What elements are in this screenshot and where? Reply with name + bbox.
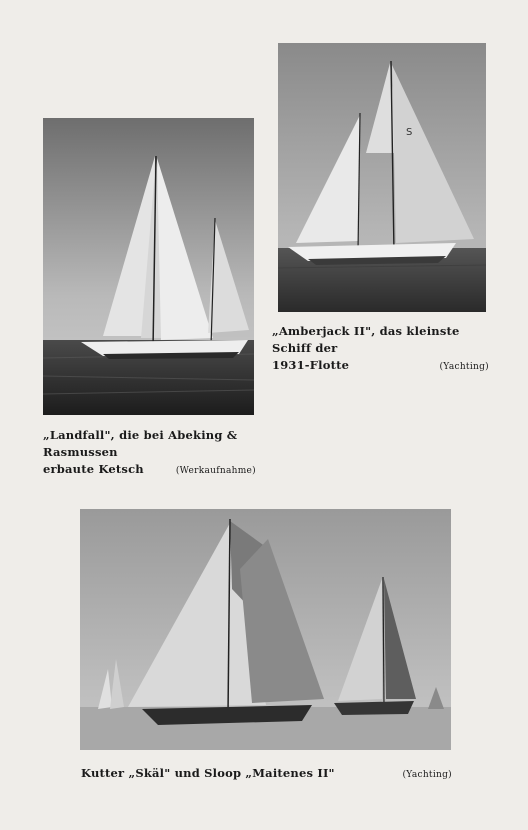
credit-skal: (Yachting) [402, 770, 452, 780]
caption-skal [81, 765, 452, 784]
caption-landfall [43, 427, 256, 480]
credit-landfall: (Werkaufnahme) [175, 466, 256, 476]
svg-text:S: S [406, 127, 413, 138]
caption-amberjack-line2: 1931-Flotte [272, 358, 350, 372]
caption-landfall-line1: „Landfall", die bei Abeking & Rasmussen [43, 428, 238, 459]
photo-skal-maitenes [80, 509, 451, 750]
caption-amberjack-line1: „Amberjack II", das kleinste Schiff der [272, 324, 460, 355]
photo-amberjack-ii [278, 43, 486, 312]
caption-landfall-line2: erbaute Ketsch [43, 462, 144, 476]
photo-landfall-ketch [43, 118, 254, 415]
caption-amberjack [272, 323, 489, 376]
caption-skal-text: Kutter „Skäl" und Sloop „Maitenes II" [81, 766, 335, 780]
credit-amberjack: (Yachting) [439, 362, 489, 372]
